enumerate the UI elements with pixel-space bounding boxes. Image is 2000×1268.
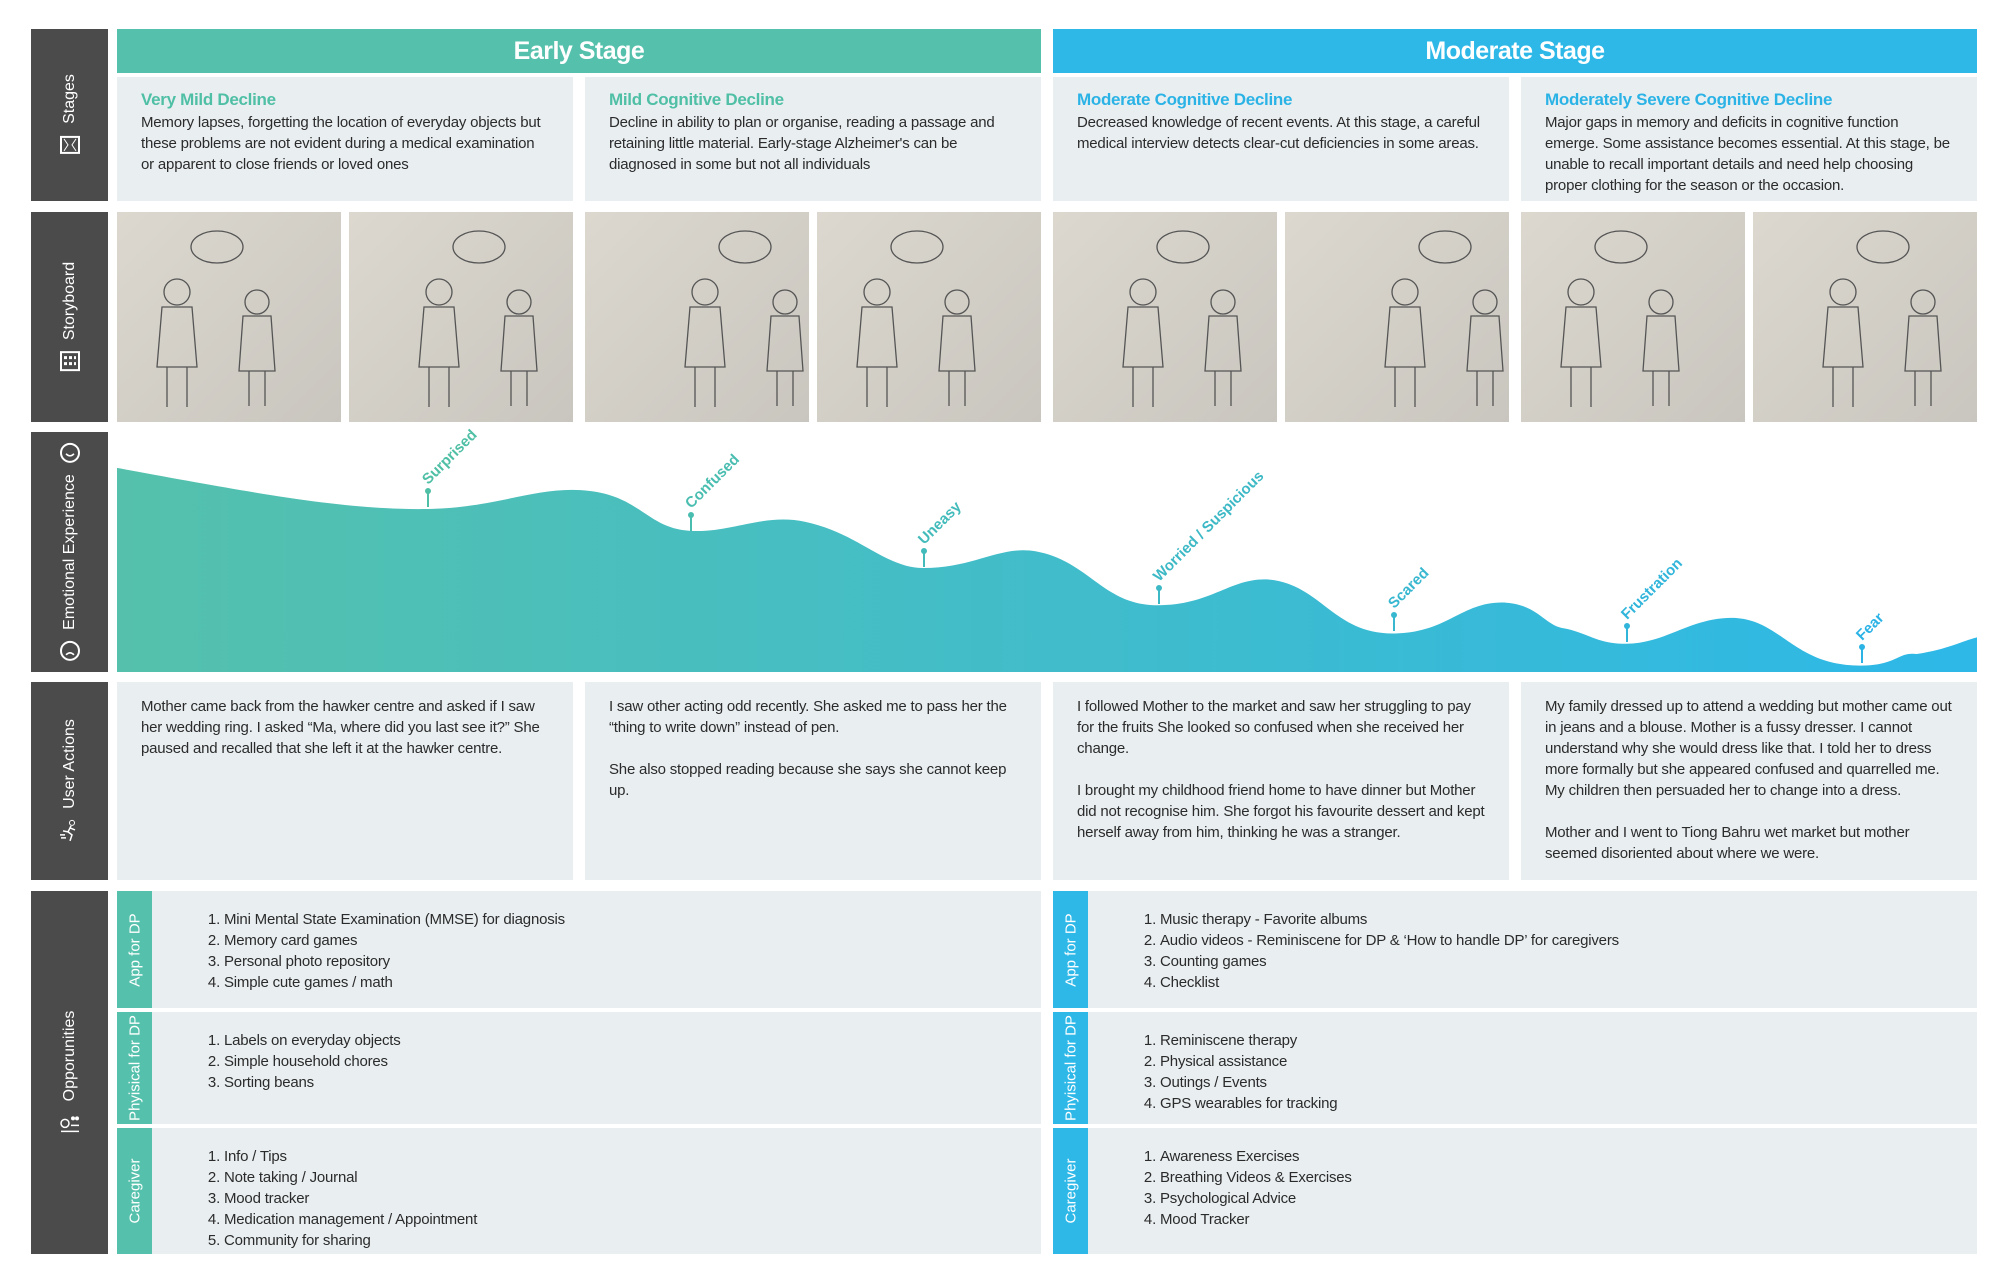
storyboard-sketch <box>117 212 341 422</box>
row-label-emotion <box>31 432 108 672</box>
opportunity-list <box>202 1030 401 1093</box>
emotion-label: Fear <box>1852 609 1887 645</box>
opportunity-item: 2. Physical assistance <box>1160 1051 1337 1072</box>
opportunity-item: 4. Medication management / Appointment <box>224 1209 477 1230</box>
stage-header-early: Early Stage <box>117 29 1041 73</box>
opportunity-category-label: Caregiver <box>126 1158 143 1224</box>
opportunity-list <box>1138 1030 1337 1114</box>
emotion-marker <box>1626 626 1628 642</box>
row-label-stages <box>31 29 108 201</box>
storyboard-sketch <box>1285 212 1509 422</box>
opportunity-item: 2. Note taking / Journal <box>224 1167 477 1188</box>
opportunity-item: 3. Mood tracker <box>224 1188 477 1209</box>
row-label-text: Stages <box>60 74 78 124</box>
opportunity-item: 1. Info / Tips <box>224 1146 477 1167</box>
lightbulb-people-icon <box>58 1111 82 1135</box>
storyboard-sketch <box>1753 212 1977 422</box>
row-label-text: Emotional Experience <box>60 474 78 630</box>
emotion-marker <box>690 515 692 531</box>
sketch-figure-icon <box>1285 212 1509 422</box>
opportunity-panel-early-app <box>117 891 1041 1008</box>
row-label-actions <box>31 682 108 880</box>
emotion-label: Confused <box>682 451 743 513</box>
emotion-marker <box>923 551 925 567</box>
opportunity-item: 4. Simple cute games / math <box>224 972 565 993</box>
sketch-figure-icon <box>817 212 1041 422</box>
user-action-text: I saw other acting odd recently. She asked me to pass her the “thing to write down” instead of pen. She also stopped reading because she says she cannot keep up. <box>609 698 1007 799</box>
opportunity-item: 1. Music therapy - Favorite albums <box>1160 909 1619 930</box>
emotion-label: Surprised <box>419 426 481 488</box>
emotion-curve-area <box>117 432 1977 672</box>
opportunity-list <box>1138 1146 1352 1230</box>
opportunity-category-label: Caregiver <box>1062 1158 1079 1224</box>
substage-card <box>585 77 1041 201</box>
opportunity-list <box>202 1146 477 1251</box>
opportunity-category-label: App for DP <box>126 912 143 987</box>
row-label-opportunities <box>31 891 108 1254</box>
opportunity-panel-early-physical <box>117 1012 1041 1124</box>
substage-title: Moderate Cognitive Decline <box>1077 90 1293 109</box>
opportunity-item: 4. Mood Tracker <box>1160 1209 1352 1230</box>
opportunity-item: 2. Audio videos - Reminiscene for DP & ‘How to handle DP’ for caregivers <box>1160 930 1619 951</box>
opportunity-category-tab <box>1053 891 1088 1008</box>
emotion-label: Worried / Suspicious <box>1149 468 1268 586</box>
sketch-figure-icon <box>117 212 341 422</box>
opportunity-item: 1. Labels on everyday objects <box>224 1030 401 1051</box>
opportunity-item: 4. GPS wearables for tracking <box>1160 1093 1337 1114</box>
sketch-figure-icon <box>585 212 809 422</box>
storyboard-sketch <box>349 212 573 422</box>
opportunity-list <box>1138 909 1619 993</box>
happy-face-icon <box>59 442 81 464</box>
opportunity-panel-moderate-app <box>1053 891 1977 1008</box>
opportunity-category-label: Phyisical for DP <box>1062 1015 1079 1121</box>
emotion-marker <box>1393 615 1395 631</box>
emotion-label: Uneasy <box>915 498 966 549</box>
substage-title: Mild Cognitive Decline <box>609 90 784 109</box>
emotion-marker <box>1158 588 1160 604</box>
user-action-text: My family dressed up to attend a wedding but mother came out in jeans and a blouse. Mother is a fussy dresser. I cannot understand why she would dress like that. I told her to dress more formally but she appeared confused and quarrelled me. My children then persuaded her to change into a dress. Mother and I went to Tiong Bahru wet market but mother seemed disoriented about where we were. <box>1545 698 1952 862</box>
substage-card <box>1053 77 1509 201</box>
emotion-curve <box>117 432 1977 672</box>
opportunity-panel-moderate-physical <box>1053 1012 1977 1124</box>
emotion-marker <box>1861 647 1863 663</box>
sketch-figure-icon <box>1053 212 1277 422</box>
opportunity-item: 4. Checklist <box>1160 972 1619 993</box>
opportunity-item: 1. Mini Mental State Examination (MMSE) for diagnosis <box>224 909 565 930</box>
row-label-storyboard <box>31 212 108 422</box>
opportunity-item: 3. Psychological Advice <box>1160 1188 1352 1209</box>
sad-face-icon <box>59 640 81 662</box>
opportunity-list <box>202 909 565 993</box>
running-person-icon <box>58 819 82 843</box>
opportunity-panel-early-caregiver <box>117 1128 1041 1254</box>
user-action-card <box>1521 682 1977 880</box>
sketch-figure-icon <box>349 212 573 422</box>
opportunity-category-tab <box>117 1012 152 1124</box>
opportunity-item: 3. Sorting beans <box>224 1072 401 1093</box>
opportunity-category-tab <box>117 891 152 1008</box>
opportunity-category-label: App for DP <box>1062 912 1079 987</box>
storyboard-sketch <box>817 212 1041 422</box>
opportunity-item: 2. Simple household chores <box>224 1051 401 1072</box>
substage-card <box>1521 77 1977 201</box>
opportunity-item: 3. Personal photo repository <box>224 951 565 972</box>
storyboard-sketch <box>1053 212 1277 422</box>
opportunity-category-tab <box>1053 1128 1088 1254</box>
opportunity-item: 1. Reminiscene therapy <box>1160 1030 1337 1051</box>
opportunity-category-tab <box>117 1128 152 1254</box>
storyboard-sketch <box>1521 212 1745 422</box>
user-action-text: Mother came back from the hawker centre and asked if I saw her wedding ring. I asked “Ma, where did you last see it?” She paused and recalled that she left it at the hawker centre. <box>141 698 540 757</box>
substage-card <box>117 77 573 201</box>
stages-icon <box>59 134 81 156</box>
substage-title: Moderately Severe Cognitive Decline <box>1545 90 1833 109</box>
emotion-label: Scared <box>1384 564 1432 613</box>
opportunity-item: 2. Memory card games <box>224 930 565 951</box>
row-label-text: Opporunities <box>60 1010 78 1101</box>
user-action-card <box>117 682 573 880</box>
opportunity-panel-moderate-caregiver <box>1053 1128 1977 1254</box>
substage-description: Decreased knowledge of recent events. At this stage, a careful medical interview detects clear-cut deficiencies in some areas. <box>1077 114 1480 152</box>
substage-description: Major gaps in memory and deficits in cognitive function emerge. Some assistance becomes essential. At this stage, be unable to recall important details and need help choosing proper clothing for the season or the occasion. <box>1545 114 1950 194</box>
substage-description: Decline in ability to plan or organise, reading a passage and retaining little material. Early-stage Alzheimer's can be diagnosed in some but not all individuals <box>609 114 995 173</box>
opportunity-item: 3. Counting games <box>1160 951 1619 972</box>
user-action-card <box>1053 682 1509 880</box>
storyboard-icon <box>59 350 81 372</box>
row-label-text: User Actions <box>60 719 78 809</box>
emotion-marker <box>427 491 429 507</box>
opportunity-item: 2. Breathing Videos & Exercises <box>1160 1167 1352 1188</box>
opportunity-item: 5. Community for sharing <box>224 1230 477 1251</box>
opportunity-category-tab <box>1053 1012 1088 1124</box>
opportunity-category-label: Phyisical for DP <box>126 1015 143 1121</box>
sketch-figure-icon <box>1521 212 1745 422</box>
substage-title: Very Mild Decline <box>141 90 276 109</box>
storyboard-sketch <box>585 212 809 422</box>
opportunity-item: 1. Awareness Exercises <box>1160 1146 1352 1167</box>
user-action-card <box>585 682 1041 880</box>
emotion-label: Frustration <box>1617 554 1686 623</box>
row-label-text: Storyboard <box>60 261 78 341</box>
stage-header-moderate: Moderate Stage <box>1053 29 1977 73</box>
sketch-figure-icon <box>1753 212 1977 422</box>
substage-description: Memory lapses, forgetting the location of everyday objects but these problems are not evident during a medical examination or apparent to close friends or loved ones <box>141 114 541 173</box>
user-action-text: I followed Mother to the market and saw her struggling to pay for the fruits She looked so confused when she received her change. I brought my childhood friend home to have dinner but Mother did not recognise him. She forgot his favourite dessert and kept herself away from him, thinking he was a stranger. <box>1077 698 1485 841</box>
opportunity-item: 3. Outings / Events <box>1160 1072 1337 1093</box>
